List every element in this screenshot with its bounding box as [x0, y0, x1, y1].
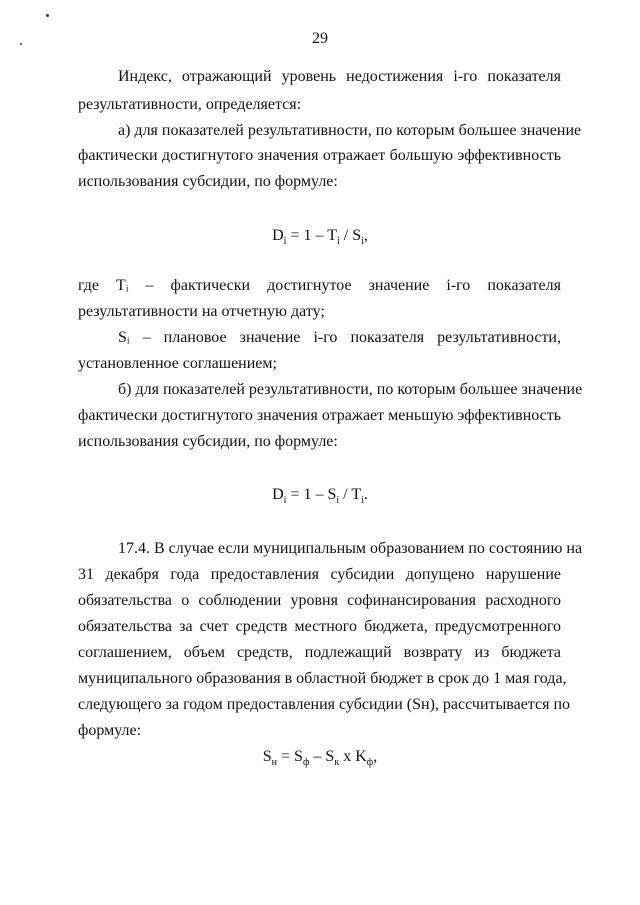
- paragraph-line: Sᵢ – плановое значение i-го показателя результативности,: [118, 329, 561, 346]
- paragraph-line: 31 декабря года предоставления субсидии допущено нарушение: [78, 566, 561, 583]
- paragraph-line: муниципального образования в областной бюджет в срок до 1 мая года,: [78, 670, 567, 687]
- paragraph-line: установленное соглашением;: [78, 355, 277, 372]
- paragraph-line: использования субсидии, по формуле:: [78, 173, 338, 190]
- paragraph-line: фактически достигнутого значения отражает большую эффективность: [78, 147, 561, 164]
- formula-3: $S_н = S_ф - S_к$ х $K_ф$,: [262, 748, 378, 769]
- page-number: 29: [312, 30, 328, 47]
- paragraph-line: где Tᵢ – фактически достигнутое значение i-го показателя: [78, 277, 561, 294]
- paragraph-line: Индекс, отражающий уровень недостижения i-го показателя: [118, 68, 561, 85]
- formula-2: $D_i = 1 - S_i / T_i$.: [272, 486, 368, 507]
- paragraph-line: б) для показателей результативности, по которым большее значение: [118, 381, 583, 398]
- paragraph-line: а) для показателей результативности, по которым большее значение: [118, 122, 582, 139]
- paragraph-line: обязательства за счет средств местного бюджета, предусмотренного: [78, 618, 561, 635]
- paragraph-line: фактически достигнутого значения отражает меньшую эффективность: [78, 407, 562, 424]
- paragraph-line: обязательства о соблюдении уровня софинансирования расходного: [78, 592, 561, 609]
- scan-speck: [46, 14, 49, 17]
- paragraph-line: результативности, определяется:: [78, 96, 302, 113]
- paragraph-line: формуле:: [78, 722, 142, 739]
- paragraph-line: результативности на отчетную дату;: [78, 303, 325, 320]
- formula-1: $D_i = 1 - T_i / S_i$,: [272, 227, 368, 248]
- paragraph-line: соглашением, объем средств, подлежащий возврату из бюджета: [78, 644, 561, 661]
- paragraph-line: следующего за годом предоставления субсидии (Sн), рассчитывается по: [78, 696, 570, 713]
- paragraph-line: 17.4. В случае если муниципальным образованием по состоянию на: [118, 540, 583, 557]
- paragraph-line: использования субсидии, по формуле:: [78, 433, 338, 450]
